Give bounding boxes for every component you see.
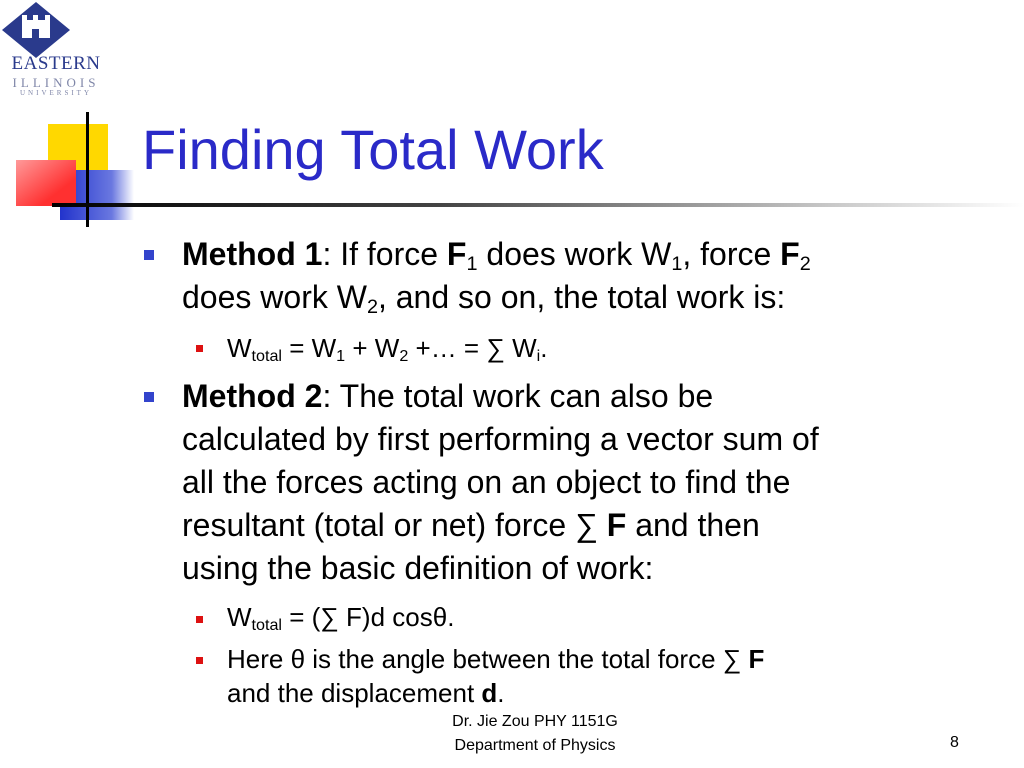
text: . bbox=[497, 678, 505, 708]
slide-footer bbox=[380, 710, 690, 758]
bullet-icon bbox=[144, 250, 154, 260]
subscript: total bbox=[251, 347, 282, 366]
method2-line1 bbox=[182, 375, 1002, 417]
force-symbol: F bbox=[780, 236, 800, 272]
castle-emblem-icon bbox=[0, 0, 110, 60]
subscript: total bbox=[251, 616, 282, 635]
angle-line1 bbox=[227, 642, 997, 676]
method1-line2 bbox=[182, 276, 1002, 318]
slide-number: 8 bbox=[950, 734, 959, 751]
footer-department: Department of Physics bbox=[454, 737, 616, 754]
force-symbol: F bbox=[606, 507, 627, 543]
method2-line3: all the forces acting on an object to find the bbox=[182, 464, 791, 500]
subscript: 2 bbox=[366, 295, 378, 318]
logo-text-illinois: ILLINOIS bbox=[12, 75, 100, 90]
displacement-symbol: d bbox=[481, 678, 498, 708]
text: resultant (total or net) force ∑ bbox=[182, 507, 607, 543]
text: Here θ is the angle between the total force ∑ bbox=[227, 644, 749, 674]
angle-line2 bbox=[227, 676, 997, 710]
text: . bbox=[540, 333, 548, 363]
formula-line2 bbox=[227, 600, 997, 634]
subscript: 2 bbox=[799, 252, 811, 275]
text: +… = ∑ W bbox=[408, 333, 537, 363]
subscript: 1 bbox=[671, 252, 683, 275]
text: , force bbox=[682, 236, 781, 272]
force-symbol: F bbox=[446, 236, 467, 272]
slide-title: Finding Total Work bbox=[142, 118, 604, 181]
sub-bullet-icon bbox=[196, 345, 203, 352]
formula-line1 bbox=[227, 331, 997, 365]
bullet-icon bbox=[144, 392, 154, 402]
footer-author-course: Dr. Jie Zou PHY 1151G bbox=[452, 713, 618, 730]
method2-line5: using the basic definition of work: bbox=[182, 550, 654, 586]
sub-bullet-icon bbox=[196, 616, 203, 623]
force-symbol: F bbox=[748, 644, 765, 674]
method2-line4 bbox=[182, 504, 1002, 546]
university-logo bbox=[0, 0, 110, 104]
text: and the displacement bbox=[227, 678, 482, 708]
sub-bullet-icon bbox=[196, 657, 203, 664]
red-square-decoration bbox=[16, 160, 76, 206]
text: : If force bbox=[322, 236, 447, 272]
method1-label: Method 1 bbox=[182, 236, 323, 272]
vertical-line-decoration bbox=[86, 112, 89, 227]
text: W bbox=[227, 333, 252, 363]
subscript: 2 bbox=[399, 347, 409, 366]
title-divider bbox=[52, 203, 1024, 207]
text: = W bbox=[282, 333, 337, 363]
text: does work W bbox=[182, 279, 367, 315]
method1-line1 bbox=[182, 233, 1002, 275]
logo-text-university: UNIVERSITY bbox=[20, 89, 92, 97]
text: : The total work can also be bbox=[322, 378, 714, 414]
text: + W bbox=[345, 333, 400, 363]
method2-label: Method 2 bbox=[182, 378, 323, 414]
subscript: 1 bbox=[466, 252, 478, 275]
subscript: 1 bbox=[336, 347, 346, 366]
text: , and so on, the total work is: bbox=[377, 279, 786, 315]
subscript: i bbox=[536, 347, 541, 366]
method2-line2: calculated by first performing a vector sum of bbox=[182, 421, 819, 457]
text: and then bbox=[626, 507, 760, 543]
text: = (∑ F)d cosθ. bbox=[282, 602, 455, 632]
text: does work W bbox=[477, 236, 672, 272]
logo-text-eastern: EASTERN bbox=[11, 53, 101, 74]
text: W bbox=[227, 602, 252, 632]
